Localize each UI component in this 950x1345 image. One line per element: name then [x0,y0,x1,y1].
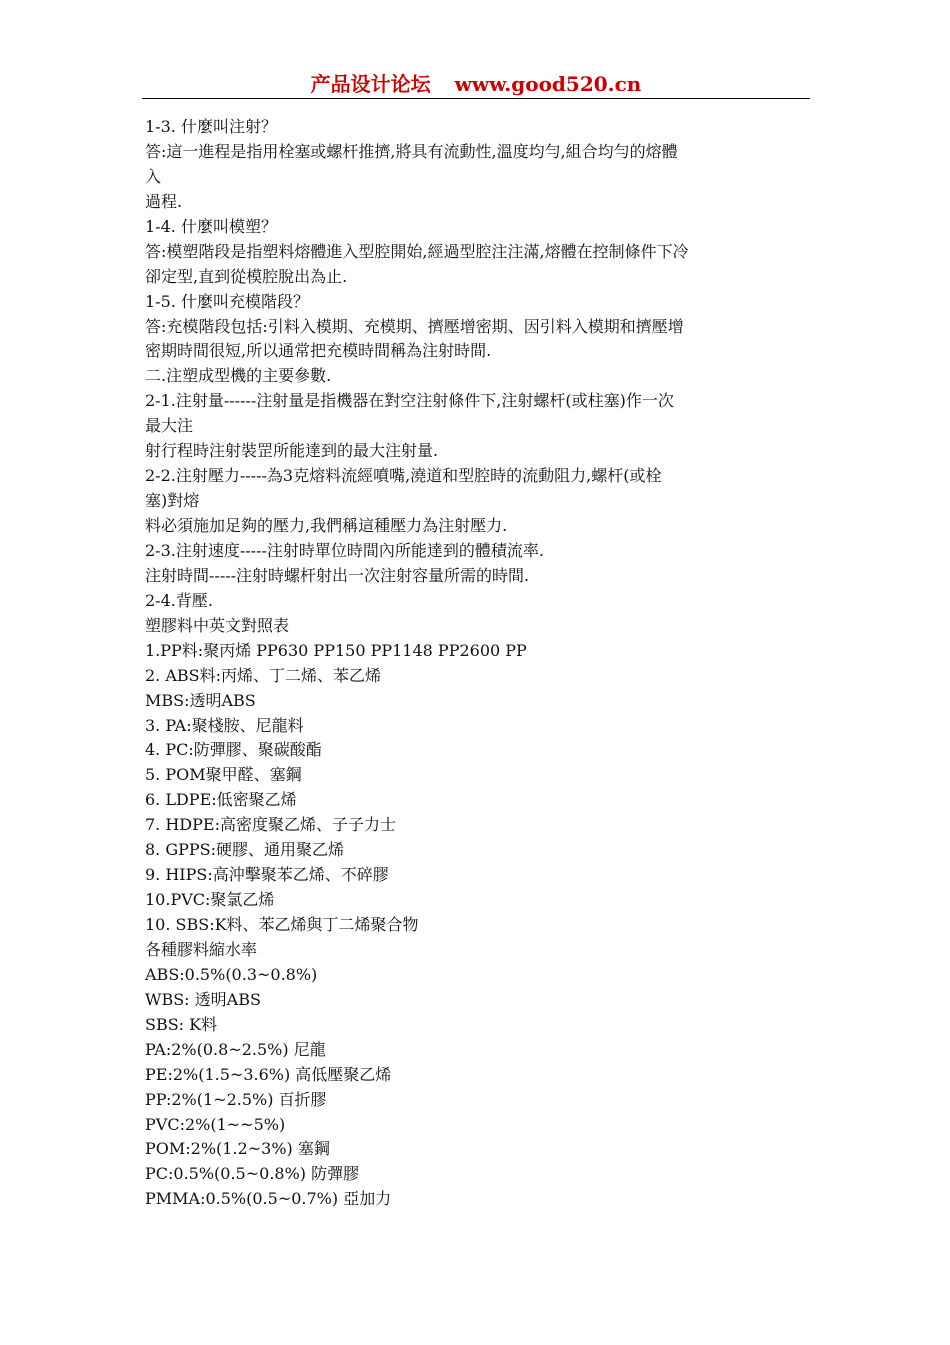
text-line: 1.PP料:聚丙烯 PP630 PP150 PP1148 PP2600 PP [145,640,527,660]
text-line: 2-4.背壓. [145,590,213,610]
text-line: 8. GPPS:硬膠、通用聚乙烯 [145,840,345,860]
text-line: 射行程時注射裝罡所能達到的最大注射量. [145,441,439,461]
text-line: 1-3. 什麼叫注射？ [145,117,277,136]
text-line: 5. POM聚甲醛、塞鋼 [145,765,302,785]
text-line: 各種膠料縮水率 [145,939,258,959]
text-line: 9. HIPS:高沖擊聚苯乙烯、不碎膠 [145,865,389,885]
header-rule [142,98,810,99]
text-line: 7. HDPE:高密度聚乙烯、子子力士 [145,815,396,835]
text-line: SBS: K料 [145,1014,218,1034]
text-line: 2. ABS料:丙烯、丁二烯、苯乙烯 [145,665,382,685]
page-header [142,68,810,98]
text-line: 塞)對熔 [145,491,200,511]
text-line: 塑膠料中英文對照表 [145,615,290,635]
text-line: 10.PVC:聚氯乙烯 [145,890,275,910]
text-line: 最大注 [145,416,194,436]
text-line: 答:這一進程是指用栓塞或螺杆推擠,將具有流動性,溫度均勻,組合均勻的熔體 [145,141,678,161]
text-line: 6. LDPE:低密聚乙烯 [145,790,297,810]
text-line: 2-1.注射量------注射量是指機器在對空注射條件下,注射螺杆(或柱塞)作一次 [145,391,674,411]
text-line: 2-3.注射速度-----注射時單位時間內所能達到的體積流率. [145,540,544,560]
text-line: 注射時間-----注射時螺杆射出一次注射容量所需的時間. [145,565,530,585]
text-line: PA:2%(0.8~2.5%) 尼龍 [145,1039,326,1059]
site-url: www.good520.cn [454,72,642,96]
text-line: PC:0.5%(0.5~0.8%) 防彈膠 [145,1164,360,1184]
site-name: 产品设计论坛 [310,72,431,96]
text-line: 1-5. 什麼叫充模階段？ [145,291,309,311]
text-line: PMMA:0.5%(0.5~0.7%) 亞加力 [145,1189,392,1209]
text-line: 卻定型,直到從模腔脫出為止. [145,266,348,286]
document-body [145,115,810,1212]
text-line: 1-4. 什麼叫模塑？ [145,216,277,236]
text-line: PVC:2%(1~~5%) [145,1114,286,1134]
text-line: 入 [145,166,162,186]
text-line: ABS:0.5%(0.3~0.8%) [145,964,318,984]
text-line: 過程. [145,191,183,211]
text-line: POM:2%(1.2~3%) 塞鋼 [145,1139,330,1159]
text-line: 料必須施加足夠的壓力,我們稱這種壓力為注射壓力. [145,516,508,535]
text-line: MBS:透明ABS [145,690,256,710]
text-line: 10. SBS:K料、苯乙烯與丁二烯聚合物 [145,915,419,934]
text-line: 二.注塑成型機的主要參數. [145,366,332,386]
text-line: PP:2%(1~2.5%) 百折膠 [145,1089,327,1109]
text-line: 答:模塑階段是指塑料熔體進入型腔開始,經過型腔注注滿,熔體在控制條件下冷 [145,241,689,261]
text-line: WBS: 透明ABS [145,989,261,1009]
text-line: 4. PC:防彈膠、聚碳酸酯 [145,740,322,760]
text-line: 答:充模階段包括:引料入模期、充模期、擠壓增密期、因引料入模期和擠壓增 [145,316,684,336]
text-line: PE:2%(1.5~3.6%) 高低壓聚乙烯 [145,1064,392,1084]
text-line: 2-2.注射壓力-----為3克熔料流經噴嘴,澆道和型腔時的流動阻力,螺杆(或栓 [145,466,662,486]
text-line: 3. PA:聚棧胺、尼龍料 [145,715,304,735]
text-line: 密期時間很短,所以通常把充模時間稱為注射時間. [145,341,492,361]
